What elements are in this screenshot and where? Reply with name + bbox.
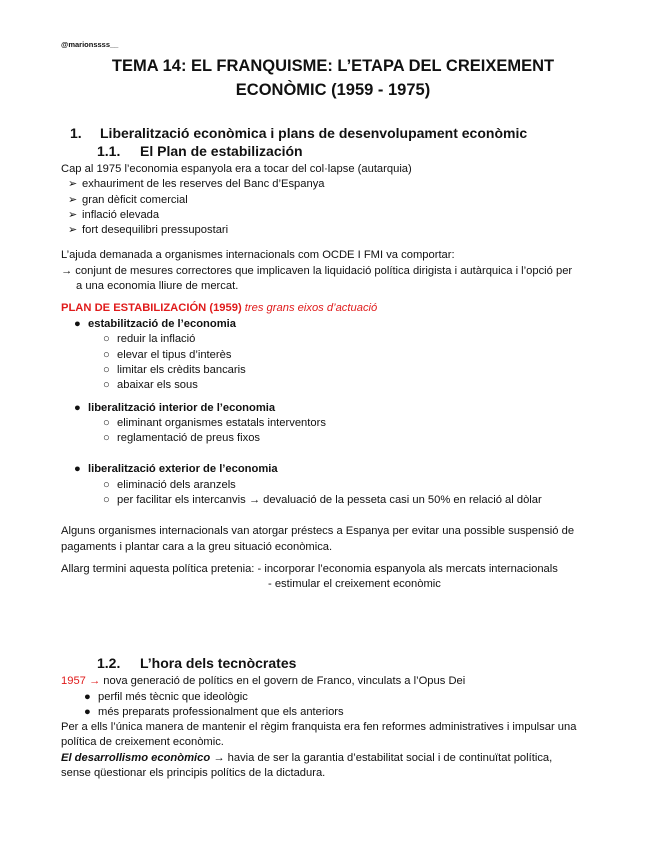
list-item: ○ eliminant organismes estatals interventors <box>103 417 326 429</box>
list-item: ○ per facilitar els intercanvis → devaluació de la pesseta casi un 50% en relació al dòlar <box>103 494 542 506</box>
plan-heading: PLAN DE ESTABILIZACIÓN (1959) tres grans eixos d’actuació <box>61 302 378 314</box>
axis-title: ● liberalització interior de l’economia <box>74 402 276 414</box>
list-item: ○ elevar el tipus d’interès <box>103 349 232 361</box>
loans-line1: Alguns organismes internacionals van atorgar préstecs a Espanya per evitar una possible suspensió de <box>61 525 575 537</box>
bullet-icon: ● <box>74 318 81 330</box>
circle-bullet-icon: ○ <box>103 333 110 345</box>
aid-arrow-line1: → conjunt de mesures correctores que implicaven la liquidació política dirigista i autàrquica i l’opció per <box>61 265 573 277</box>
loans-line2: pagaments i plantar cara a la greu situació econòmica. <box>61 541 333 553</box>
arrowhead-icon: ➢ <box>68 194 78 206</box>
subsection-heading: El Plan de estabilización <box>140 143 303 159</box>
subsection-number: 1.1. <box>97 143 121 159</box>
arrow-item: ➢ inflació elevada <box>68 209 160 221</box>
longterm-line2: - estimular el creixement econòmic <box>268 578 441 590</box>
intro-text: Cap al 1975 l’economia espanyola era a tocar del col·lapse (autarquia) <box>61 163 412 175</box>
arrowhead-icon: ➢ <box>68 178 78 190</box>
aid-text: L’ajuda demanada a organismes internacionals com OCDE I FMI va comportar: <box>61 249 455 261</box>
subsection-number: 1.2. <box>97 655 121 671</box>
arrow-item: ➢ fort desequilibri pressupostari <box>68 224 229 236</box>
axis-title: ● estabilització de l’economia <box>74 318 236 330</box>
section-number: 1. <box>70 125 82 141</box>
arrow-item: ➢ gran dèficit comercial <box>68 194 188 206</box>
regime-line1: Per a ells l’única manera de mantenir el règim franquista era fen reformes administratives i impulsar una <box>61 721 577 733</box>
list-item: ○ abaixar els sous <box>103 379 198 391</box>
list-item: ○ reglamentació de preus fixos <box>103 432 261 444</box>
list-item: ● més preparats professionalment que els anteriors <box>84 706 344 718</box>
arrowhead-icon: ➢ <box>68 224 78 236</box>
desarrollismo-line2: sense qüestionar els principis polítics de la dictadura. <box>61 767 326 779</box>
circle-bullet-icon: ○ <box>103 379 110 391</box>
section-heading: Liberalització econòmica i plans de desenvolupament econòmic <box>100 125 528 141</box>
tecnocrates-intro: 1957 → nova generació de polítics en el govern de Franco, vinculats a l’Opus Dei <box>61 675 466 687</box>
circle-bullet-icon: ○ <box>103 364 110 376</box>
author-handle: @marionssss__ <box>61 40 119 49</box>
circle-bullet-icon: ○ <box>103 432 110 444</box>
list-item: ● perfil més tècnic que ideològic <box>84 691 248 703</box>
page-title-line1: TEMA 14: EL FRANQUISME: L’ETAPA DEL CREIXEMENT <box>111 57 555 75</box>
bullet-icon: ● <box>84 706 91 718</box>
bullet-icon: ● <box>84 691 91 703</box>
page-title-line2: ECONÒMIC (1959 - 1975) <box>235 81 431 99</box>
subsection-heading: L’hora dels tecnòcrates <box>140 655 297 671</box>
regime-line2: política de creixement econòmic. <box>61 736 224 748</box>
longterm-line1: Allarg termini aquesta política pretenia: - incorporar l’economia espanyola als mercats internacionals <box>61 563 558 575</box>
circle-bullet-icon: ○ <box>103 494 110 506</box>
arrow-item: ➢ exhauriment de les reserves del Banc d’Espanya <box>68 178 325 190</box>
aid-arrow-line2: a una economia lliure de mercat. <box>76 280 239 292</box>
desarrollismo-line1: El desarrollismo econòmico → havia de ser la garantia d’estabilitat social i de continuïtat política, <box>61 752 553 764</box>
bullet-icon: ● <box>74 402 81 414</box>
circle-bullet-icon: ○ <box>103 417 110 429</box>
bullet-icon: ● <box>74 463 81 475</box>
arrowhead-icon: ➢ <box>68 209 78 221</box>
axis-title: ● liberalització exterior de l’economia <box>74 463 278 475</box>
list-item: ○ reduir la inflació <box>103 333 196 345</box>
circle-bullet-icon: ○ <box>103 479 110 491</box>
circle-bullet-icon: ○ <box>103 349 110 361</box>
list-item: ○ eliminació dels aranzels <box>103 479 236 491</box>
list-item: ○ limitar els crèdits bancaris <box>103 364 246 376</box>
